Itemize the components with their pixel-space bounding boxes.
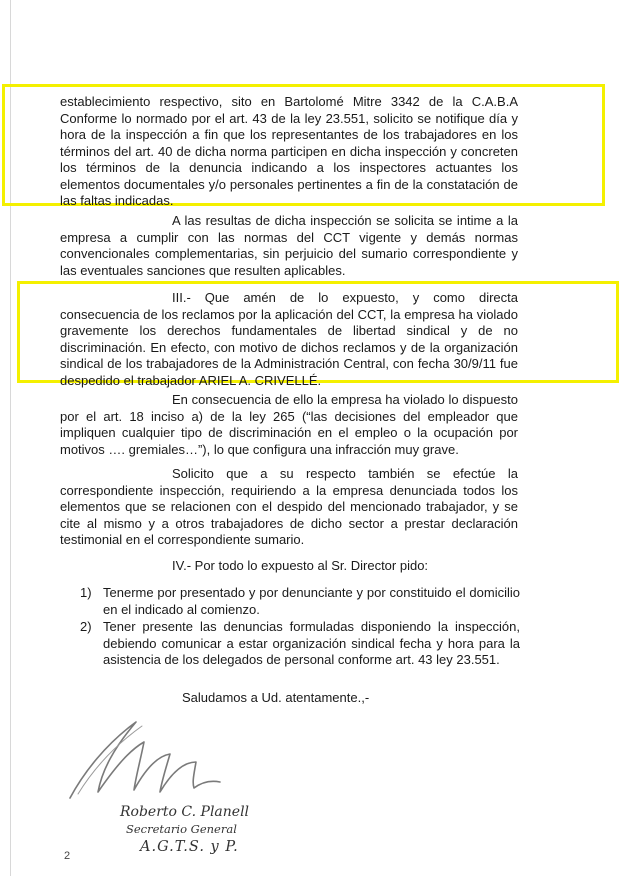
request-item-2 bbox=[80, 619, 520, 669]
request-text: Tenerme por presentado y por denunciante y por constituido el domicilio en el indicado al comienzo. bbox=[103, 585, 520, 617]
paragraph-5 bbox=[60, 466, 518, 549]
request-number: 1) bbox=[80, 585, 92, 600]
paragraph-1 bbox=[60, 94, 518, 210]
paragraph-4-text: En consecuencia de ello la empresa ha violado lo dispuesto por el art. 18 inciso a) de la ley 265 (“las decisiones del empleador que impliquen cualquier tipo de discriminación en el empleo o la ocupación por motivos …. gremiales…”), lo que configura una infracción muy grave. bbox=[60, 392, 518, 457]
signatory-name: Roberto C. Planell bbox=[120, 804, 250, 820]
request-text: Tener presente las denuncias formuladas disponiendo la inspección, debiendo comunicar a estar organización sindical fecha y hora para la asistencia de los delegados de personal conforme art. 43 ley 23.551. bbox=[103, 619, 520, 667]
signature-block bbox=[118, 803, 288, 857]
section-iv-text: IV.- Por todo lo expuesto al Sr. Director pido: bbox=[172, 558, 429, 573]
closing-text: Saludamos a Ud. atentamente.,- bbox=[182, 690, 370, 705]
handwritten-signature bbox=[50, 710, 230, 805]
paragraph-1-text: establecimiento respectivo, sito en Bartolomé Mitre 3342 de la C.A.B.A Conforme lo normado por el art. 43 de la ley 23.551, solicito se notifique día y hora de la inspección a fin que los representantes de los trabajadores en los términos del art. 40 de dicha norma participen en dicha inspección y concreten los términos de la denuncia indicando a los inspectores actuantes los elementos documentales y/o personales pertinentes a fin de la constatación de las faltas indicadas. bbox=[60, 94, 518, 208]
paragraph-5-text: Solicito que a su respecto también se efectúe la correspondiente inspección, requiriendo a la empresa denunciada todos los elementos que se relacionen con el despido del mencionado trabajador, y se cite al mismo y a otros trabajadores de dicho sector a prestar declaración testimonial en el correspondiente sumario. bbox=[60, 466, 518, 547]
request-item-1 bbox=[80, 585, 520, 618]
page-number: 2 bbox=[64, 850, 71, 862]
paragraph-2-text: A las resultas de dicha inspección se solicita se intime a la empresa a cumplir con las normas del CCT vigente y demás normas convencionales complementarias, sin perjuicio del sumario correspondiente y las eventuales sanciones que resulten aplicables. bbox=[60, 213, 518, 278]
signatory-title: Secretario General bbox=[126, 822, 237, 836]
request-list bbox=[80, 585, 520, 669]
closing-line bbox=[60, 690, 518, 707]
paragraph-3-text: III.- Que amén de lo expuesto, y como directa consecuencia de los reclamos por la aplicación del CCT, la empresa ha violado gravemente los derechos fundamentales de libertad sindical y de no discriminación. En efecto, con motivo de dichos reclamos y de la organización sindical de los trabajadores de la Administración Central, con fecha 30/9/11 fue despedido el trabajador ARIEL A. CRIVELLÉ. bbox=[60, 290, 518, 388]
request-number: 2) bbox=[80, 619, 92, 634]
section-iv-heading bbox=[60, 558, 518, 575]
paragraph-3 bbox=[60, 290, 518, 389]
signatory-organization: A.G.T.S. y P. bbox=[140, 839, 239, 855]
paragraph-2 bbox=[60, 213, 518, 279]
paragraph-4 bbox=[60, 392, 518, 458]
